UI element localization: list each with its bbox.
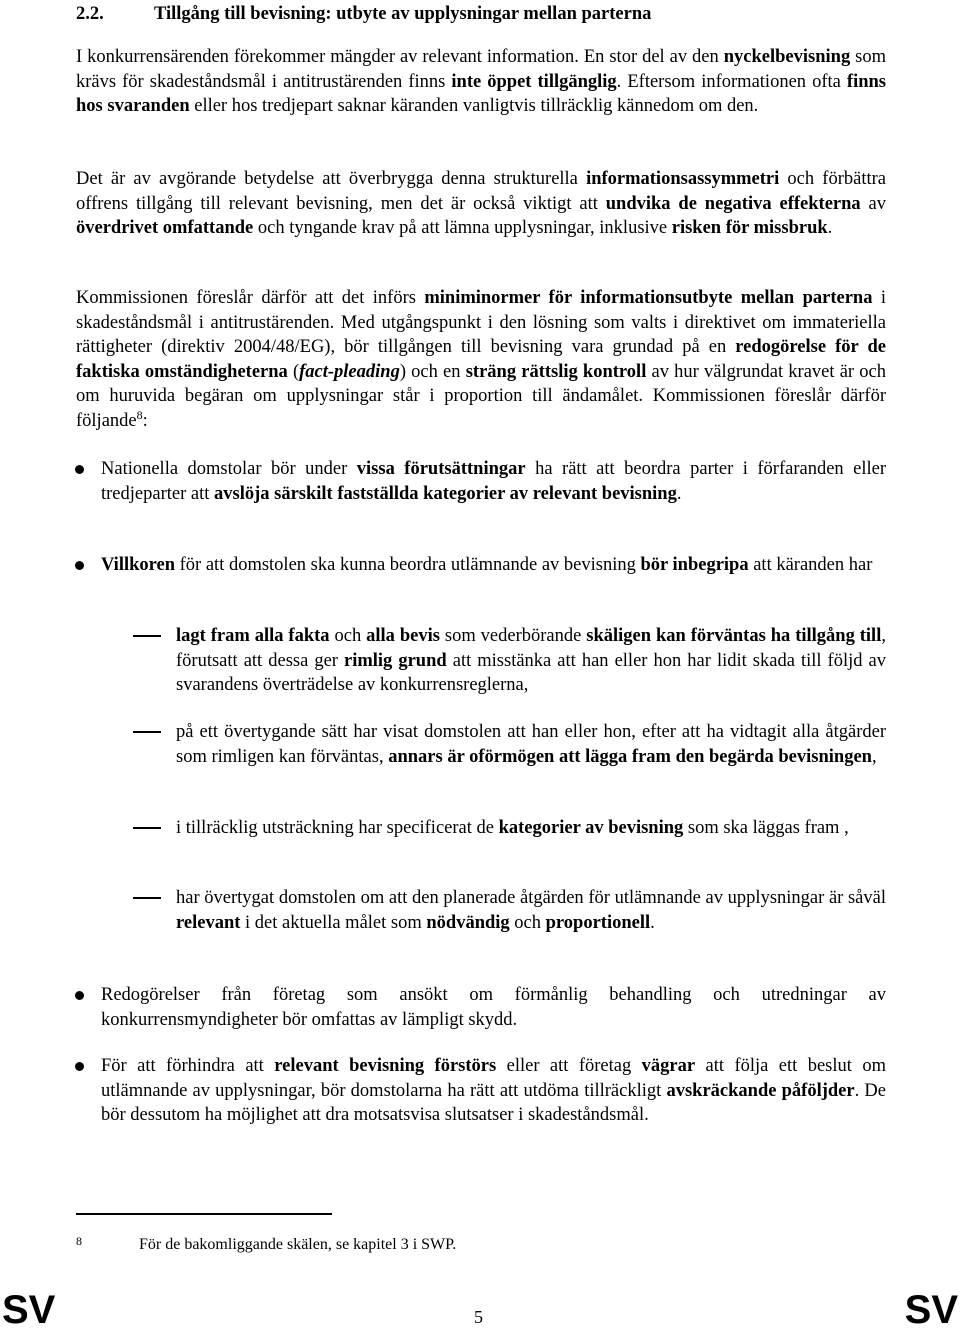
condition-item-unable: på ett övertygande sätt har visat domstolen att han eller hon, efter att ha vidtagit alla åtgärder som rimligen kan förväntas, annars är oförmögen att lägga fram den begärda bevisningen, (176, 722, 886, 767)
paragraph-asymmetry: Det är av avgörande betydelse att överbrygga denna strukturella informationsassymmetri och förbättra offrens tillgång till relevant bevisning, men det är också viktigt att undvika de negativa effekterna av överdrivet omfattande och tyngande krav på att lämna upplysningar, inklusive risken för missbruk. (76, 169, 887, 238)
language-code-right: SV (904, 1288, 958, 1332)
paragraph-minimum-standards: Kommissionen föreslår därför att det införs miniminormer för informationsutbyte mellan parterna i skadeståndsmål i antitrustärenden. Med utgångspunkt i den lösning som valts i direktivet om immateriella rättigheter (direktiv 2004/48/EG), bör tillgången till bevisning vara grundad på en redogörelse för de faktiska omständigheterna (fact-pleading) och en sträng rättslig kontroll av hur välgrundat kravet är och om huruvida begäran om upplysningar står i proportion till ändamålet. Kommissionen föreslår därför följande$^8$: (76, 288, 886, 431)
footnote-text: För de bakomliggande skälen, se kapitel 3 i SWP. (139, 1236, 457, 1253)
footnote-reference: 8 (136, 407, 143, 422)
bullet-item-sanctions: För att förhindra att relevant bevisning förstörs eller att företag vägrar att följa ett beslut om utlämnande av upplysningar, bör domstolarna ha rätt att utdöma tillräckligt avskräckande påföljder. De bör dessutom ha möjlighet att dra motsatsvisa slutsatser i skadeståndsmål. (101, 1056, 886, 1125)
condition-item-proportional: har övertygat domstolen om att den planerade åtgärden för utlämnande av upplysningar är såväl relevant i det aktuella målet som nödvändig och proportionell. (176, 888, 886, 933)
bullet-item-leniency: Redogörelser från företag som ansökt om förmånlig behandling och utredningar av konkurrensmyndigheter bör omfattas av lämpligt skydd. (101, 985, 886, 1030)
section-title: Tillgång till bevisning: utbyte av upplysningar mellan parterna (154, 4, 652, 24)
page-number: 5 (474, 1307, 483, 1327)
condition-item-categories: i tillräcklig utsträckning har specificerat de kategorier av bevisning som ska läggas fram , (176, 818, 849, 838)
bullet-icon (75, 1062, 84, 1071)
section-heading (76, 2, 651, 26)
bullet-item-conditions: Villkoren för att domstolen ska kunna beordra utlämnande av bevisning bör inbegripa att käranden har (101, 555, 873, 575)
condition-item-facts: lagt fram alla fakta och alla bevis som vederbörande skäligen kan förväntas ha tillgång till, förutsatt att dessa ger rimlig grund att misstänka att han eller hon har lidit skada till följd av svarandens överträdelse av konkurrensreglerna, (176, 626, 887, 695)
dash-icon (133, 897, 161, 899)
footnote-separator (76, 1213, 332, 1215)
language-code-left: SV (2, 1288, 56, 1332)
paragraph-information: I konkurrensärenden förekommer mängder av relevant information. En stor del av den nyckelbevisning som krävs för skadeståndsmål i antitrustärenden finns inte öppet tillgänglig. Eftersom informationen ofta finns hos svaranden eller hos tredjepart saknar käranden vanligtvis tillräcklig kännedom om den. (76, 47, 887, 116)
dash-icon (133, 827, 161, 829)
bullet-icon (75, 991, 84, 1000)
dash-icon (133, 731, 161, 733)
bullet-item-disclosure: Nationella domstolar bör under vissa förutsättningar ha rätt att beordra parter i förfaranden eller tredjeparter att avslöja särskilt fastställda kategorier av relevant bevisning. (101, 459, 887, 504)
bullet-icon (75, 465, 84, 474)
section-number: 2.2. (76, 4, 104, 24)
bullet-icon (75, 561, 84, 570)
footnote-number: 8 (76, 1234, 82, 1248)
dash-icon (133, 635, 161, 637)
